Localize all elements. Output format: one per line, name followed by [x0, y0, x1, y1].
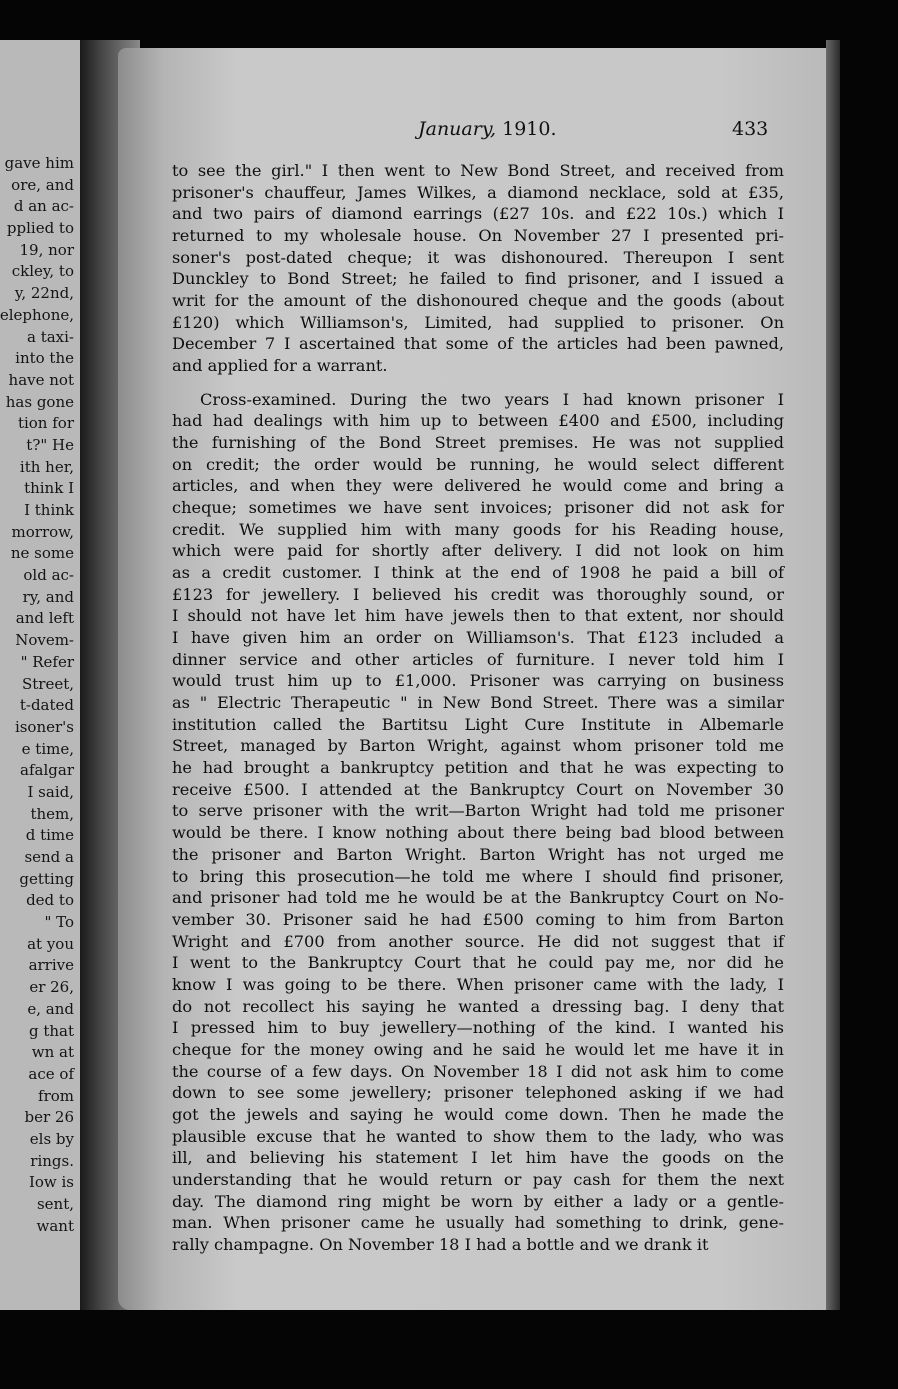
left-page-line: I think — [24, 501, 74, 519]
left-page-line: ded to — [26, 891, 74, 910]
text-line: would be there. I know nothing about there being bad blood between — [172, 823, 784, 843]
text-line: vember 30. Prisoner said he had £500 coming to him from Barton — [172, 909, 784, 929]
left-page-line: arrive — [28, 956, 74, 975]
text-line: which were paid for shortly after delivery. I did not look on him — [172, 541, 784, 561]
left-page-line: sent, — [36, 1195, 74, 1213]
text-line: £120) which Williamson's, Limited, had supplied to prisoner. On — [172, 312, 784, 332]
text-line: cheque; sometimes we have sent invoices; prisoner did not ask for — [172, 498, 784, 518]
left-page-line: has gone — [5, 392, 74, 411]
left-page-line: from — [38, 1086, 74, 1105]
text-line: soner's post-dated cheque; it was dishonoured. Thereupon I sent — [172, 247, 784, 267]
left-page-line: gave him — [4, 154, 74, 172]
text-line: I pressed him to buy jewellery—nothing of the kind. I wanted his — [172, 1018, 784, 1038]
text-line: and applied for a warrant. — [172, 356, 388, 376]
text-line: prisoner's chauffeur, James Wilkes, a diamond necklace, sold at £35, — [172, 182, 784, 202]
left-page-line: at you — [27, 934, 74, 953]
left-page-line: them, — [30, 804, 74, 823]
text-line: down to see some jewellery; prisoner telephoned asking if we had — [172, 1083, 784, 1103]
text-line: Cross-examined. During the two years I had known prisoner I — [200, 389, 784, 409]
left-page-line: rings. — [30, 1151, 74, 1170]
left-page-line: ry, and — [22, 587, 74, 606]
text-line: man. When prisoner came he usually had something to drink, gene- — [172, 1213, 784, 1233]
left-page-line: " To — [44, 913, 74, 932]
text-line: articles, and when they were delivered he would come and bring a — [172, 476, 784, 496]
left-page-line: Street, — [21, 674, 74, 693]
body-text — [172, 160, 784, 1256]
left-page-line: send a — [24, 848, 74, 866]
left-page-line: d an ac- — [13, 197, 74, 216]
left-page-line: ith her, — [19, 457, 74, 476]
text-line: got the jewels and saying he would come down. Then he made the — [172, 1104, 784, 1124]
left-page-line: Novem- — [15, 631, 74, 650]
left-page-line: think I — [24, 479, 74, 498]
left-page-line: ne some — [10, 544, 74, 563]
text-line: on credit; the order would be running, he would select different — [172, 454, 784, 474]
left-page-line: e, and — [27, 999, 74, 1018]
left-page-text-fragments — [0, 153, 74, 1237]
left-page-line: y, 22nd, — [14, 284, 74, 303]
left-page-line: g that — [28, 1021, 74, 1040]
text-line: cheque for the money owing and he said he would let me have it in — [172, 1039, 784, 1059]
text-line: as " Electric Therapeutic " in New Bond Street. There was a similar — [172, 693, 784, 713]
left-page-line: t?" He — [26, 435, 74, 454]
text-line: to see the girl." I then went to New Bond Street, and received from — [172, 161, 784, 180]
left-page-line: a taxi- — [26, 327, 74, 346]
text-line: he had brought a bankruptcy petition and that he was expecting to — [172, 758, 784, 778]
text-line: as a credit customer. I think at the end of 1908 he paid a bill of — [172, 563, 784, 583]
text-line: plausible excuse that he wanted to show them to the lady, who was — [172, 1126, 784, 1146]
left-page-line: I said, — [27, 782, 74, 801]
left-page-line: afalgar — [20, 761, 74, 780]
text-line: December 7 I ascertained that some of the articles had been pawned, — [172, 334, 784, 354]
text-line: the prisoner and Barton Wright. Barton Wright has not urged me — [172, 844, 784, 864]
text-line: had had dealings with him up to between £400 and £500, including — [172, 411, 784, 431]
text-line: Wright and £700 from another source. He did not suggest that if — [172, 931, 784, 951]
text-line: I went to the Bankruptcy Court that he could pay me, nor did he — [172, 953, 784, 973]
paragraph — [172, 389, 784, 1256]
text-line: Dunckley to Bond Street; he failed to find prisoner, and I issued a — [172, 269, 784, 289]
running-head-month: January, — [418, 118, 497, 140]
left-page-line: ore, and — [11, 175, 74, 194]
text-line: receive £500. I attended at the Bankruptcy Court on November 30 — [172, 779, 784, 799]
left-page-line: wn at — [31, 1043, 74, 1062]
text-line: I should not have let him have jewels then to that extent, nor should — [172, 606, 784, 626]
text-line: would trust him up to £1,000. Prisoner was carrying on business — [172, 671, 784, 691]
left-page-line: want — [36, 1216, 74, 1235]
left-page-line: into the — [15, 349, 74, 368]
text-line: day. The diamond ring might be worn by either a lady or a gentle- — [172, 1191, 784, 1211]
running-head-year: 1910. — [502, 118, 557, 140]
text-line: know I was going to be there. When prisoner came with the lady, I — [172, 974, 784, 994]
left-page-line: Iow is — [28, 1173, 74, 1192]
left-page-line: and left — [15, 609, 74, 628]
text-line: writ for the amount of the dishonoured cheque and the goods (about — [172, 291, 784, 311]
text-line: to bring this prosecution—he told me where I should find prisoner, — [172, 866, 784, 886]
left-page-line: elephone, — [0, 305, 74, 324]
running-head — [418, 118, 557, 140]
text-line: Street, managed by Barton Wright, against whom prisoner told me — [172, 736, 784, 756]
text-line: I have given him an order on Williamson's. That £123 included a — [172, 628, 784, 648]
left-page-line: ace of — [28, 1064, 74, 1083]
text-line: rally champagne. On November 18 I had a bottle and we drank it — [172, 1234, 709, 1254]
page-edge-shadow — [826, 40, 840, 1310]
left-page-line: ber 26 — [24, 1108, 74, 1127]
text-line: institution called the Bartitsu Light Cure Institute in Albemarle — [172, 714, 784, 734]
left-page-line: 19, nor — [19, 240, 74, 259]
paragraph — [172, 160, 784, 377]
text-line: returned to my wholesale house. On November 27 I presented pri- — [172, 226, 784, 246]
text-line: the course of a few days. On November 18 I did not ask him to come — [172, 1061, 784, 1081]
text-line: and prisoner had told me he would be at the Bankruptcy Court on No- — [172, 888, 784, 908]
page-number: 433 — [732, 118, 769, 140]
left-page-line: have not — [8, 370, 74, 389]
left-page-line: tion for — [17, 414, 74, 433]
left-page-line: old ac- — [23, 566, 74, 585]
text-line: the furnishing of the Bond Street premises. He was not supplied — [172, 433, 784, 453]
left-page-line: er 26, — [29, 978, 74, 997]
text-line: do not recollect his saying he wanted a dressing bag. I deny that — [172, 996, 784, 1016]
paragraph-gap — [172, 377, 784, 389]
left-page-line: getting — [19, 869, 74, 888]
text-line: credit. We supplied him with many goods for his Reading house, — [172, 519, 784, 539]
left-page-line: d time — [25, 826, 74, 845]
text-line: and two pairs of diamond earrings (£27 10s. and £22 10s.) which I — [172, 204, 784, 224]
left-page-line: morrow, — [11, 522, 74, 541]
left-page-line: t-dated — [19, 696, 74, 715]
left-page-line: pplied to — [6, 219, 74, 238]
text-line: £123 for jewellery. I believed his credit was thoroughly sound, or — [172, 584, 784, 604]
left-page-line: els by — [29, 1129, 74, 1148]
text-line: understanding that he would return or pay cash for them the next — [172, 1169, 784, 1189]
text-line: to serve prisoner with the writ—Barton Wright had told me prisoner — [172, 801, 784, 821]
text-line: ill, and believing his statement I let him have the goods on the — [172, 1148, 784, 1168]
left-facing-page — [0, 40, 80, 1310]
left-page-line: isoner's — [14, 717, 74, 736]
left-page-line: e time, — [21, 739, 74, 758]
left-page-line: ckley, to — [11, 262, 74, 281]
text-line: dinner service and other articles of furniture. I never told him I — [172, 649, 784, 669]
left-page-line: " Refer — [20, 652, 74, 671]
